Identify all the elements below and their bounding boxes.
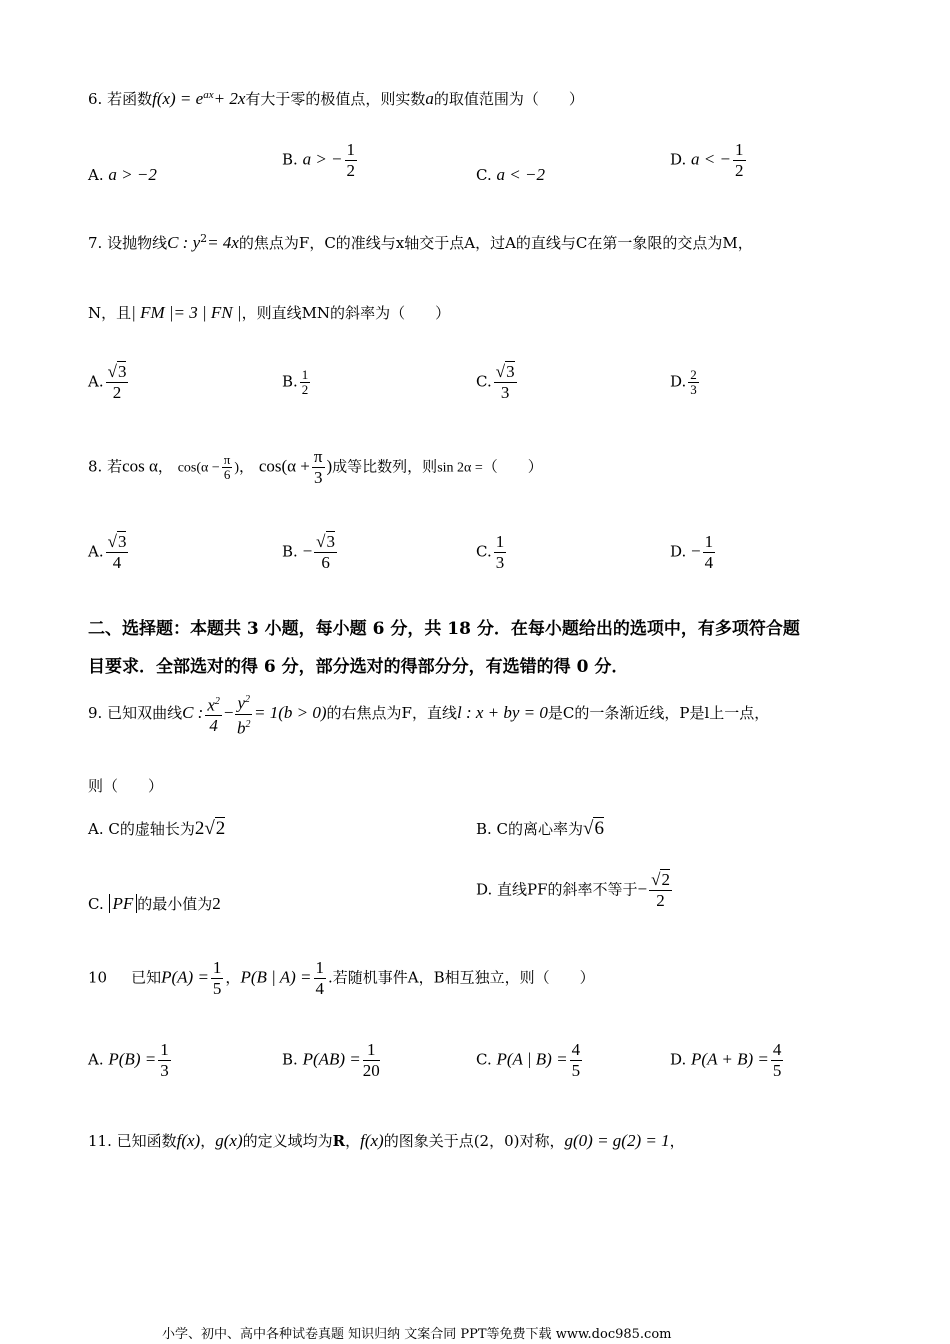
q9-stem: 9. 已知双曲线C : $\frac{x^2}{4}$ − $\frac{y^2}{b^2}$ = 1(b > 0)的右焦点为F，直线l : x + by = 0是C的一条渐近线，P是l上一点， <box>88 690 769 738</box>
q6-option-a: A. a > −2 <box>88 165 157 184</box>
q10-option-d: D. P(A + B) = $\frac{4}{5}$ <box>670 1040 782 1080</box>
q9-stem-line2: 则（ ） <box>88 777 164 795</box>
q7-stem-line2: N，且| FM |= 3 | FN |，则直线MN的斜率为（ ） <box>88 303 451 322</box>
q9-option-c: C. PF 的最小值为2 <box>88 894 221 913</box>
q10-option-b: B. P(AB) = $\frac{1}{20}$ <box>282 1040 380 1080</box>
q8-stem: 8. 若cos α， cos(α − $\frac{\pi}{6}$ )， cos(α + $\frac{\pi}{3}$ )成等比数列，则sin 2α =（ ） <box>88 447 543 487</box>
q6-stem: 6. 若函数$f(x) = e^{ax}+ 2x$有大于零的极值点，则实数a的取值范围为（ ） <box>88 89 584 108</box>
q6-option-d: D. a < − $\frac{1}{2}$ <box>670 140 744 180</box>
q8-option-c: C. $\frac{1}{3}$ <box>476 532 505 572</box>
q10-option-a: A. P(B) = $\frac{1}{3}$ <box>88 1040 169 1080</box>
q9-option-a: A. C的虚轴长为2√2 <box>88 818 226 839</box>
q6-option-c: C. a < −2 <box>476 165 545 184</box>
q8-option-d: D. − $\frac{1}{4}$ <box>670 532 714 572</box>
q7-option-c: C. $\frac{√3}{3}$ <box>476 362 515 402</box>
q9-option-b: B. C的离心率为√6 <box>476 818 604 839</box>
section2-heading: 二、选择题：本题共 3 小题，每小题 6 分，共 18 分．在每小题给出的选项中，有多项符合题 <box>88 619 800 639</box>
q7-stem: 7. 设抛物线C : $y^2= 4x$的焦点为F，C的准线与x轴交于点A，过A的直线与C在第一象限的交点为M， <box>88 232 753 252</box>
q7-option-b: B. $\frac{1}{2}$ <box>282 367 309 397</box>
q8-option-b: B. − $\frac{√3}{6}$ <box>282 532 336 572</box>
q9-option-d: D. 直线PF的斜率不等于− $\frac{√2}{2}$ <box>476 870 670 910</box>
page-footer: 小学、初中、高中各种试卷真题 知识归纳 文案合同 PPT等免费下载 www.doc985.com <box>162 1327 672 1342</box>
q7-option-d: D. $\frac{2}{3}$ <box>670 367 697 397</box>
q10-option-c: C. P(A | B) = $\frac{4}{5}$ <box>476 1040 581 1080</box>
q11-stem: 11. 已知函数f(x)，g(x)的定义域均为R，f(x)的图象关于点(2，0)对称，g(0) = g(2) = 1， <box>88 1131 685 1150</box>
section2-heading-line2: 目要求．全部选对的得 6 分，部分选对的得部分分，有选错的得 0 分． <box>88 657 629 677</box>
q7-option-a: A. $\frac{√3}{2}$ <box>88 362 127 402</box>
q8-option-a: A. $\frac{√3}{4}$ <box>88 532 127 572</box>
q10-stem: 10 已知P(A) = $\frac{1}{5}$ ，P(B | A) = $\frac{1}{4}$ .若随机事件A，B相互独立，则（ ） <box>88 958 595 998</box>
q6-option-b: B. a > − $\frac{1}{2}$ <box>282 140 356 180</box>
